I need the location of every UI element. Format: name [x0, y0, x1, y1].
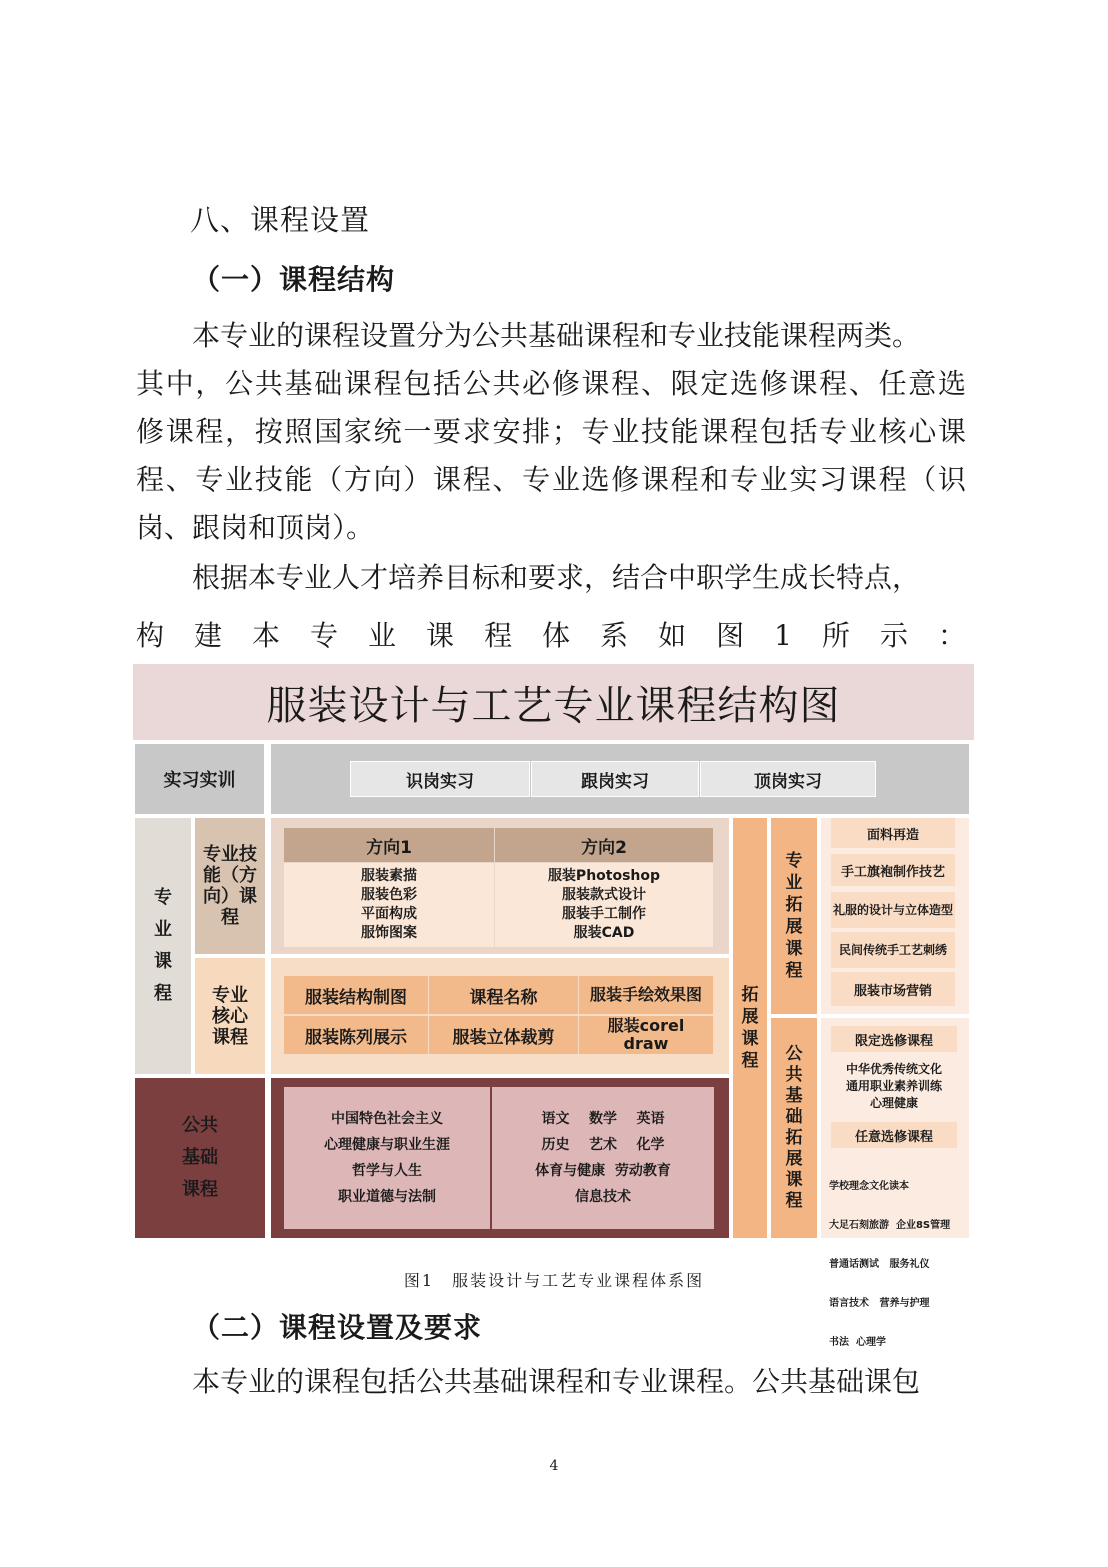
- direction-1-header: 方向1: [284, 828, 494, 862]
- extension-course: 服装市场营销: [831, 972, 955, 1006]
- course-name: 中国特色社会主义: [331, 1111, 443, 1127]
- course-name: 学校理念文化读本: [829, 1181, 909, 1192]
- internship-item: 顶岗实习: [700, 761, 876, 797]
- optional-elective-header: 任意选修课程: [831, 1122, 957, 1148]
- paragraph-line: 本专业的课程包括公共基础课程和专业课程。公共基础课包: [192, 1365, 921, 1398]
- core-course: 服装手绘效果图: [579, 976, 713, 1014]
- extension-course: 民间传统手工艺刺绣: [831, 932, 955, 968]
- course-name: 心理健康与职业生涯: [324, 1137, 450, 1153]
- course-name: 体育与健康 劳动教育: [535, 1163, 671, 1179]
- course-name: 信息技术: [575, 1189, 631, 1205]
- extension-courses-label: 拓展课程: [733, 818, 767, 1238]
- course-name: 服装CAD: [573, 925, 635, 941]
- direction-1-courses: [284, 863, 494, 947]
- public-basic-label: 公共基础课程: [135, 1078, 265, 1238]
- major-extension-label: 专业拓展课程: [771, 818, 817, 1014]
- course-name: 服装手工制作: [562, 906, 646, 922]
- core-course: 服装立体裁剪: [429, 1016, 578, 1054]
- paragraph-line: 修课程，按照国家统一要求安排；专业技能课程包括专业核心课: [136, 415, 966, 448]
- core-course: 服装陈列展示: [284, 1016, 428, 1054]
- course-name: 通用职业素养训练: [845, 1078, 942, 1093]
- paragraph-line: 程、专业技能（方向）课程、专业选修课程和专业实习课程（识: [136, 463, 966, 496]
- subsection-heading-structure: （一）课程结构: [192, 263, 396, 296]
- course-name: 书法 心理学: [829, 1337, 886, 1348]
- direction-2-courses: [495, 863, 713, 947]
- core-course: 服装coreldraw: [579, 1016, 713, 1054]
- extension-course: 手工旗袍制作技艺: [831, 854, 955, 886]
- page-number: 4: [549, 1458, 559, 1474]
- section-heading: 八、课程设置: [190, 203, 371, 237]
- extension-course: 面料再造: [831, 818, 955, 848]
- course-name: 中华优秀传统文化: [845, 1061, 942, 1076]
- major-courses-label: 专业课程: [135, 818, 191, 1074]
- course-name: 语文 数学 英语: [541, 1111, 665, 1127]
- internship-item: 跟岗实习: [531, 761, 699, 797]
- course-name: 服饰图案: [361, 925, 417, 941]
- public-basic-left: [284, 1087, 490, 1229]
- skills-direction-label: 专业技能（方向）课程: [195, 818, 265, 954]
- course-name: 服装素描: [361, 868, 417, 884]
- course-name: 平面构成: [361, 906, 417, 922]
- course-name: 服装色彩: [361, 887, 417, 903]
- course-name: 哲学与人生: [352, 1163, 422, 1179]
- course-name: 普通话测试 服务礼仪: [829, 1259, 930, 1270]
- course-name: 服装Photoshop: [547, 868, 661, 884]
- paragraph-line: 本专业的课程设置分为公共基础课程和专业技能课程两类。: [192, 319, 921, 352]
- paragraph-line: 构建本专业课程体系如图1所示：: [136, 619, 966, 652]
- public-basic-right: [492, 1087, 714, 1229]
- public-extension-label: 公共基础拓展课程: [771, 1018, 817, 1238]
- figure-caption: 图1 服装设计与工艺专业课程体系图: [403, 1271, 705, 1290]
- diagram-title: 服装设计与工艺专业课程结构图: [133, 664, 974, 740]
- paragraph-line: 其中，公共基础课程包括公共必修课程、限定选修课程、任意选: [136, 367, 966, 400]
- course-name: 历史 艺术 化学: [541, 1137, 665, 1153]
- core-course: 服装结构制图: [284, 976, 428, 1014]
- subsection-heading-settings: （二）课程设置及要求: [192, 1311, 483, 1344]
- internship-item: 识岗实习: [350, 761, 530, 797]
- course-name: 服装款式设计: [562, 887, 646, 903]
- core-courses-label: 专业核心课程: [195, 958, 265, 1074]
- course-name: 心理健康: [869, 1095, 918, 1110]
- paragraph-line: 根据本专业人才培养目标和要求，结合中职学生成长特点，: [192, 561, 921, 594]
- course-name: 职业道德与法制: [338, 1189, 436, 1205]
- extension-course: 礼服的设计与立体造型: [831, 892, 955, 928]
- core-course: 课程名称: [429, 976, 578, 1014]
- internship-label: 实习实训: [135, 744, 264, 814]
- direction-2-header: 方向2: [495, 828, 713, 862]
- limited-elective-header: 限定选修课程: [831, 1026, 957, 1052]
- paragraph-line: 岗、跟岗和顶岗）。: [136, 511, 375, 544]
- course-name: 语言技术 营养与护理: [829, 1298, 930, 1309]
- limited-elective-courses: [823, 1058, 965, 1114]
- optional-elective-courses: [829, 1154, 969, 1348]
- course-name: 大足石刻旅游 企业8S管理: [829, 1220, 951, 1231]
